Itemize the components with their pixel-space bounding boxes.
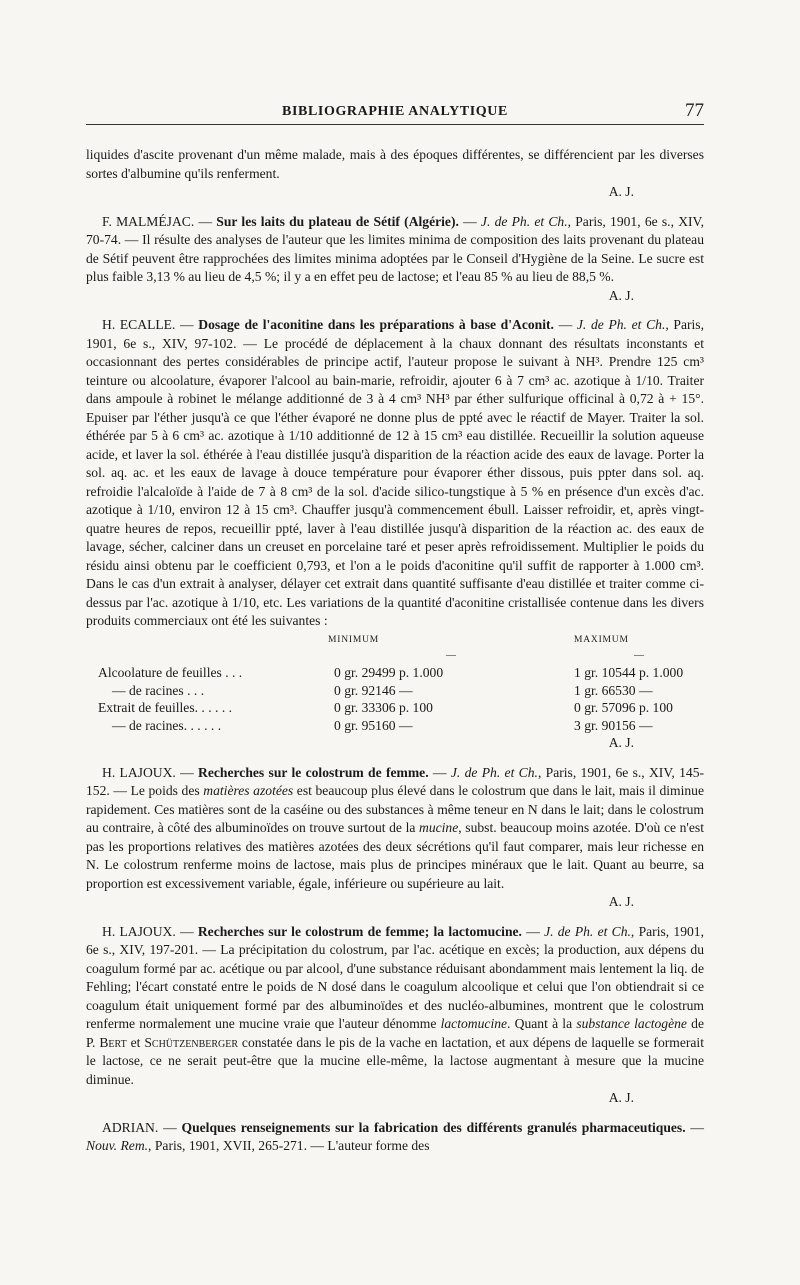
entry-continuation — [86, 146, 704, 202]
entry-body: Le poids des — [130, 783, 204, 798]
entry-journal: J. de Ph. et Ch. — [544, 923, 631, 939]
col-maximum: MAXIMUM — [574, 634, 629, 645]
entry-paragraph: H. LAJOUX. — Recherches sur le colostrum de femme. — J. de Ph. et Ch., Paris, 1901, 6e s., XIV, 145-152. — Le poids des matières azotées est beaucoup plus élevé dans le colostrum que dans le lait, mais il diminue rapidement. Ces matières sont de la caséine ou des substances à même teneur en N dans le lait; dans le colostrum au contraire, à côté des albuminoïdes on trouve surtout de la mucine, subst. beaucoup moins azotée. D'où ce n'est pas les proportions relatives des matières azotées des deux sécrétions qu'il faut comparer, mais leur richesse en N. Le colostrum renferme moins de lactose, mais plus de principes minéraux que le lait. Quant au beurre, sa proportion est excessivement variable, égale, inférieure ou supérieure au lait. — [86, 764, 705, 891]
row-label: — de racines . . . — [112, 682, 205, 698]
row-label: Extrait de feuilles. . . . . . — [98, 700, 233, 715]
person-name: Bert — [99, 1034, 127, 1050]
entry-body: liquides d'ascite provenant d'un même malade, mais à des époques différentes, se différencient par les diverses sortes d'albumine qu'ils renferment. — [86, 147, 704, 181]
entry-italic: lactomucine — [440, 1016, 508, 1031]
row-max: 3 gr. 90156 — — [574, 717, 653, 733]
body-text — [86, 146, 704, 1156]
entry-title: Sur les laits du plateau de Sétif (Algérie). — [216, 213, 459, 229]
entry-title: Recherches sur le colostrum de femme; la lactomucine. — [197, 923, 522, 939]
entry-paragraph: H. ECALLE. — Dosage de l'aconitine dans les préparations à base d'Aconit. — J. de Ph. et Ch., Paris, 1901, 6e s., XIV, 97-102. — Le procédé de déplacement à la chaux donnant des résultats inconstants et occasionnant des pertes considérables de principe actif, l'auteur propose le suivant à NH³. Prendre 125 cm³ teinture ou alcoolature, évaporer l'alcool au bain-marie, refroidir, ajouter 6 à 7 cm³ ac. azotique à 1/10. Traiter dans ampoule à robinet le mélange additionné de 3 à 4 cm³ NH³ par éther sulfurique officinal à 0,72 à + 15°. Epuiser par l'éther jusqu'à ce que l'éther évaporé ne donne plus de ppté avec le réactif de Mayer. Traiter la sol. éthérée par 5 à 6 cm³ ac. azotique à 1/10 additionné de 12 à 15 cm³ eau distillée. Recueillir la solution aqueuse acide, et laver la sol. éthérée à l'eau distillée jusqu'à disparition de la réaction acide des eaux de lavage. Porter la sol. aq. ac. et les eaux de lavage à douce température pour évaporer éther dissous, puis ppter dans sol. aq. refroidie l'alcaloïde à l'aide de 7 à 8 cm³ de la sol. d'acide silico-tungstique à 5 % en présence d'un excès d'ac. azotique à 1/10, environ 12 à 15 cm³. Chauffer jusqu'à commencement ébull. Laisser refroidir, et, après vingt-quatre heures de repos, recueillir ppté, laver à l'eau distillée jusqu'à disparition de la réaction ac. des eaux de lavage, sécher, calciner dans un creuset en porcelaine taré et peser après refroidissement. Multiplier le poids du résidu ainsi obtenu par le coefficient 0,793, et l'on a le poids d'aconitine qu'il suffit de rapporter à 1.000 cm³. Dans le cas d'un extrait à analyser, délayer cet extrait dans quantité suffisante d'eau distillée et traiter comme ci-dessus par l'ac. azotique à 1/10, etc. Les variations de la quantité d'aconitine cristallisée contenue dans les divers produits commerciaux ont été les suivantes : — [86, 317, 704, 628]
entry-title: Dosage de l'aconitine dans les préparations à base d'Aconit. — [198, 317, 554, 332]
entry-body: La précipitation du colostrum, par l'ac. acétique en excès; la production, aux dépens du coagulum formé par ac. acétique ou par alcool, d'une substance réduisant abondamment mais lentement la liq. de Fehling; l'écart constaté entre le poids de N dosé dans le coagulum alcoolique et celui que l'on obtiendrait si ce coagulum était uniquement formé par des albuminoïdes et des nucléo-albumines, montrent que le colostrum renferme normalement une mucine vraie que l'auteur dénomme — [86, 942, 704, 1031]
entry-reference: , Paris, 1901, 6e s., XIV, 70-74. — [86, 213, 704, 247]
entry-journal: J. de Ph. et Ch. — [480, 213, 568, 229]
entry-author: ADRIAN. — [102, 1119, 159, 1135]
entry-author: F. MALMÉJAC. — [102, 213, 195, 229]
entry-lajoux-2 — [86, 923, 704, 1108]
entry-author: H. ECALLE. — [102, 317, 176, 332]
entry-author: H. LAJOUX. — [102, 923, 176, 939]
running-header — [86, 100, 704, 125]
running-title: BIBLIOGRAPHIE ANALYTIQUE — [282, 104, 508, 119]
entry-title: Quelques renseignements sur la fabrication des différents granulés pharmaceutiques. — [181, 1119, 686, 1135]
entry-paragraph: H. LAJOUX. — Recherches sur le colostrum de femme; la lactomucine. — J. de Ph. et Ch., Paris, 1901, 6e s., XIV, 197-201. — La précipitation du colostrum, par l'ac. acétique en excès; la production, aux dépens du coagulum formé par ac. acétique ou par alcool, d'une substance réduisant abondamment mais lentement la liq. de Fehling; l'écart constaté entre le poids de N dosé dans le coagulum alcoolique et celui que l'on obtiendrait si ce coagulum était uniquement formé par des albuminoïdes et des nucléo-albumines, montrent que le colostrum renferme normalement une mucine vraie que l'auteur dénomme lactomucine. Quant à la substance lactogène de P. Bert et Schützenberger constatée dans le pis de la vache en lactation, et aux dépens de laquelle se formerait le lactose, ce ne serait peut-être que la mucine elle-même, la lactose augmentant à mesure que la mucine diminue. — [86, 923, 705, 1087]
signature: A. J. — [608, 287, 634, 303]
entry-paragraph: ADRIAN. — Quelques renseignements sur la fabrication des différents granulés pharmaceutiques. — Nouv. Rem., Paris, 1901, XVII, 265-271. — L'auteur forme des — [86, 1119, 705, 1153]
entry-body: . Quant à la — [507, 1016, 577, 1031]
entry-reference: , Paris, 1901, 6e s., XIV, 197-201. — [86, 923, 705, 957]
entry-adrian — [86, 1119, 704, 1156]
page-number: 77 — [685, 100, 704, 121]
entry-italic: matières azotées — [203, 783, 294, 798]
table-row — [86, 699, 704, 717]
row-max: 1 gr. 66530 — — [574, 682, 653, 698]
entry-title: Recherches sur le colostrum de femme. — [198, 764, 429, 780]
row-min: 0 gr. 33306 p. 100 — [334, 700, 433, 715]
table-row — [86, 664, 704, 682]
row-max: 0 gr. 57096 p. 100 — [574, 700, 673, 715]
entry-body: Il résulte des analyses de l'auteur que les limites minima de composition des laits provenant du plateau de Sétif peuvent être rapprochées des limites minima adoptées par le Conseil d'Hygiène de la Seine. Le sucre est plus faible 3,13 % au lieu de 4,5 %; il y a en effet peu de lactose; et l'eau 85 % au lieu de 88,5 %. — [86, 232, 705, 284]
row-min: 0 gr. 29499 p. 1.000 — [334, 665, 444, 680]
table-row — [86, 717, 704, 735]
signature: A. J. — [608, 1090, 634, 1105]
table-header-row — [86, 631, 704, 647]
entry-malmejac — [86, 213, 704, 306]
row-max: 1 gr. 10544 p. 1.000 — [574, 665, 684, 680]
signature: A. J. — [608, 735, 634, 750]
entry-paragraph: F. MALMÉJAC. — Sur les laits du plateau de Sétif (Algérie). — J. de Ph. et Ch., Paris, 1901, 6e s., XIV, 70-74. — Il résulte des analyses de l'auteur que les limites minima de composition des laits provenant du plateau de Sétif peuvent être rapprochées des limites minima adoptées par le Conseil d'Hygiène de la Seine. Le sucre est plus faible 3,13 % au lieu de 4,5 %; il y a en effet peu de lactose; et l'eau 85 % au lieu de 88,5 %. — [86, 213, 705, 284]
signature: A. J. — [608, 894, 634, 909]
entry-ecalle — [86, 316, 704, 753]
entry-body: L'auteur forme des — [327, 1138, 430, 1153]
table-row — [86, 682, 704, 700]
entry-reference: , Paris, 1901, 6e s., XIV, 97-102. — [86, 317, 704, 351]
row-min: 0 gr. 95160 — — [334, 717, 413, 733]
entry-body: , subst. beaucoup moins azotée. D'où ce n'est pas les proportions relatives des matières azotées des deux sécrétions qu'il faut comparer, mais leur richesse en N. Le colostrum renferme moins de lactose, mais plus de principes minéraux que le lait. Quant au beurre, sa proportion est excessivement variable, égale, inférieure ou supérieure au lait. — [86, 820, 704, 891]
aconitine-table: MINIMUM MAXIMUM — — Alcoolature de feuilles . . . 0 gr. 29499 p. 1.000 1 gr. 10544 p. 1.000 — de racines . . . 0 gr. 92146 — 1 gr. 66530 — Extrait de feuilles. . . . . . 0 gr. 33306 p. 100 0 gr. 57096 p. 100 — de racines. . . . . . 0 gr. 95160 — 3 gr. 90156 — — [86, 631, 704, 735]
entry-body: constatée dans le pis de la vache en lactation, et aux dépens de laquelle se formerait le lactose, ce ne serait peut-être que la mucine elle-même, la lactose augmentant à mesure que la mucine diminue. — [86, 1034, 704, 1087]
entry-journal: J. de Ph. et Ch. — [450, 764, 538, 780]
entry-body: est beaucoup plus élevé dans le colostrum que dans le lait, mais il diminue rapidement. Ces matières sont de la caséine ou des substances à même teneur en N dans le lait; dans le colostrum au contraire, à côté des albuminoïdes on trouve surtout de la — [86, 783, 704, 835]
entry-journal: J. de Ph. et Ch. — [576, 317, 666, 332]
row-label: Alcoolature de feuilles . . . — [98, 665, 243, 680]
entry-journal: Nouv. Rem. — [86, 1138, 149, 1153]
person-name: Schützenberger — [144, 1034, 239, 1050]
entry-reference: , Paris, 1901, XVII, 265-271. — [148, 1138, 308, 1153]
row-min: 0 gr. 92146 — — [334, 682, 413, 698]
entry-lajoux-1 — [86, 764, 704, 912]
entry-body: Le procédé de déplacement à la chaux donnant des résultats inconstants et occasionnant des pertes considérables de principe actif, l'auteur propose le suivant à NH³. Prendre 125 cm³ teinture ou alcoolature, évaporer l'alcool au bain-marie, refroidir, ajouter 6 à 7 cm³ ac. azotique à 1/10. Traiter dans ampoule à robinet le mélange additionné de 3 à 4 cm³ NH³ par éther sulfurique officinal à 0,72 à + 15°. Epuiser par l'éther jusqu'à ce que l'éther évaporé ne donne plus de ppté avec le réactif de Mayer. Traiter la sol. éthérée par 5 à 6 cm³ ac. azotique à 1/10 additionné de 12 à 15 cm³ eau distillée. Recueillir la solution aqueuse acide, et laver la sol. éthérée à l'eau distillée jusqu'à disparition de la réaction acide des eaux de lavage. Porter la sol. aq. ac. et les eaux de lavage à douce température pour évaporer éther dissous, puis ppter dans sol. aq. refroidie l'alcaloïde à l'aide de 7 à 8 cm³ de la sol. d'acide silico-tungstique à 5 % en présence d'un excès d'ac. azotique à 1/10, environ 12 à 15 cm³. Chauffer jusqu'à commencement ébull. Laisser refroidir, et, après vingt-quatre heures de repos, recueillir ppté, laver à l'eau distillée jusqu'à disparition de la réaction ac. des eaux de lavage, sécher, calciner dans un creuset en porcelaine taré et peser après refroidissement. Multiplier le poids du résidu ainsi obtenu par le coefficient 0,793, et l'on a le poids d'aconitine qu'il suffit de rapporter à 1.000 cm³. Dans le cas d'un extrait à analyser, délayer cet extrait dans quantité suffisante d'eau distillée et traiter comme ci-dessus par l'ac. azotique à 1/10, etc. Les variations de la quantité d'aconitine cristallisée contenue dans les divers produits commerciaux ont été les suivantes : — [86, 335, 704, 628]
entry-body: de P. — [86, 1016, 704, 1050]
entry-italic: mucine — [419, 820, 459, 835]
entry-body: et — [126, 1034, 145, 1050]
col-minimum: MINIMUM — [328, 634, 379, 645]
signature: A. J. — [608, 184, 634, 199]
entry-author: H. LAJOUX. — [102, 764, 176, 780]
entry-reference: , Paris, 1901, 6e s., XIV, 145-152. — [86, 764, 705, 798]
entry-italic: substance lactogène — [576, 1016, 687, 1031]
row-label: — de racines. . . . . . — [112, 717, 222, 733]
